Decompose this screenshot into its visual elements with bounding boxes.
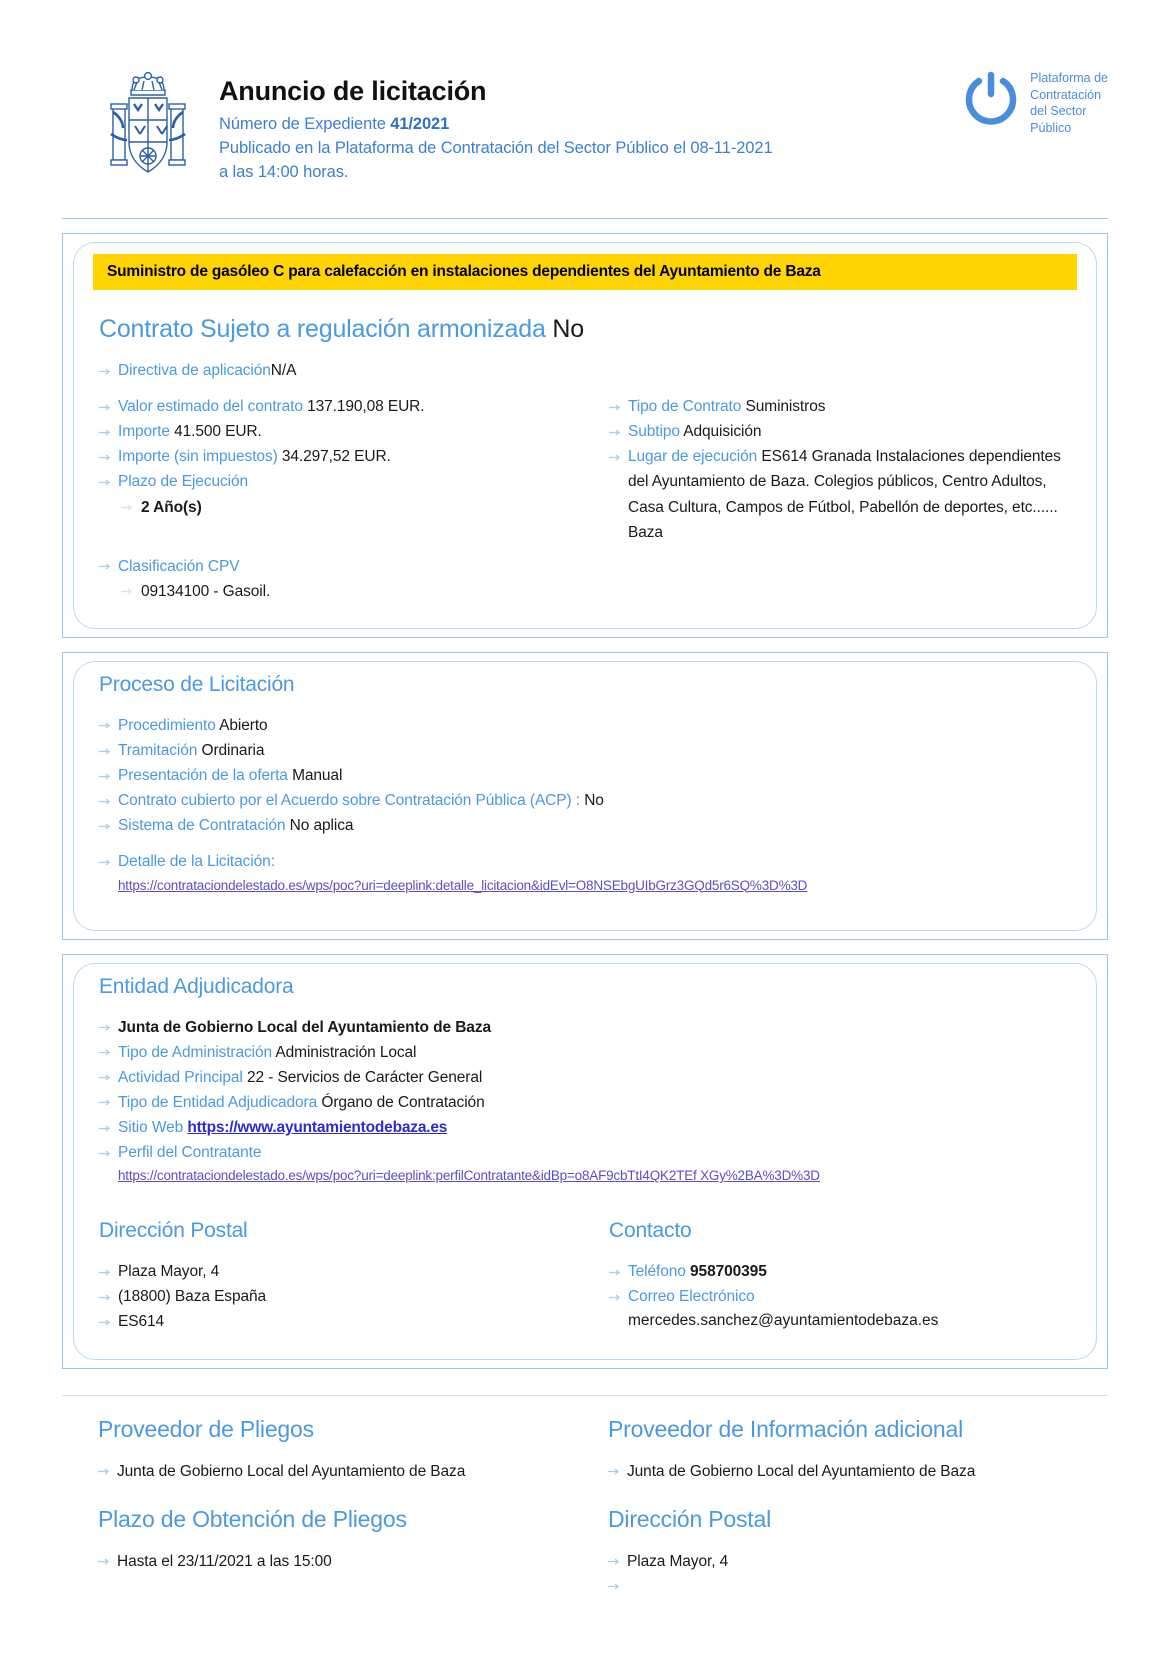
bullet-arrow-icon bbox=[99, 823, 112, 830]
bullet-arrow-icon bbox=[99, 479, 112, 486]
expedient-value: 41/2021 bbox=[390, 115, 450, 134]
row-processing bbox=[99, 738, 1071, 763]
amount-no-tax-value: 34.297,52 EUR. bbox=[281, 448, 391, 466]
bullet-arrow-icon bbox=[608, 1468, 621, 1475]
spain-coat-of-arms-icon bbox=[105, 68, 191, 198]
row-amount bbox=[99, 419, 599, 444]
row-contracting-system bbox=[99, 813, 1071, 838]
bullet-arrow-icon bbox=[99, 1150, 112, 1157]
row-email-label bbox=[609, 1284, 1071, 1309]
document-header bbox=[0, 0, 1170, 198]
brand-line-4: Público bbox=[1030, 120, 1072, 135]
providers-section bbox=[62, 1395, 1108, 1574]
bullet-arrow-icon bbox=[99, 1319, 112, 1326]
contractor-profile-link[interactable]: https://contrataciondelestado.es/wps/poc?uri=deeplink:perfilContratante&idBp=o8AF9cbTtI4QK2TEf XGy%2BA%3D%3D bbox=[118, 1168, 820, 1184]
bullet-arrow-icon bbox=[99, 722, 112, 729]
amount-label: Importe bbox=[118, 423, 170, 441]
contract-type-value: Suministros bbox=[745, 398, 826, 416]
power-button-logo-icon bbox=[962, 70, 1020, 128]
info-provider-title: Proveedor de Información adicional bbox=[608, 1415, 964, 1442]
row-info-provider-name bbox=[608, 1459, 1072, 1484]
bullet-arrow-icon bbox=[608, 1583, 621, 1590]
admin-type-label: Tipo de Administración bbox=[118, 1043, 273, 1061]
execution-term-label: Plazo de Ejecución bbox=[118, 473, 249, 491]
contact-title: Contacto bbox=[609, 1219, 692, 1243]
entity-type-label: Tipo de Entidad Adjudicadora bbox=[118, 1093, 318, 1111]
row-info-address-line-1 bbox=[608, 1549, 1072, 1574]
info-provider-name: Junta de Gobierno Local del Ayuntamiento de Baza bbox=[627, 1462, 976, 1480]
brand-line-1: Plataforma de bbox=[1030, 71, 1108, 85]
bullet-arrow-icon bbox=[99, 1099, 112, 1106]
execution-place-label: Lugar de ejecución bbox=[628, 448, 758, 466]
row-address-line-2 bbox=[99, 1284, 599, 1309]
admin-type-value: Administración Local bbox=[275, 1043, 417, 1061]
brand-text bbox=[1030, 70, 1108, 137]
bullet-arrow-icon bbox=[99, 404, 112, 411]
row-execution-place bbox=[609, 444, 1071, 544]
contract-panel bbox=[62, 233, 1108, 638]
processing-label: Tramitación bbox=[118, 741, 198, 759]
pliegos-provider-name: Junta de Gobierno Local del Ayuntamiento de Baza bbox=[117, 1462, 466, 1480]
email-label: Correo Electrónico bbox=[628, 1288, 755, 1306]
contract-columns bbox=[99, 394, 1071, 604]
published-line-1: Publicado en la Plataforma de Contratación del Sector Público el 08-11-2021 bbox=[219, 138, 773, 157]
row-tender-detail bbox=[99, 849, 1071, 874]
info-provider-block bbox=[598, 1416, 1072, 1574]
info-address-line-1: Plaza Mayor, 4 bbox=[627, 1552, 729, 1570]
providers-columns bbox=[62, 1396, 1108, 1574]
bullet-arrow-icon bbox=[99, 368, 112, 375]
contract-type-label: Tipo de Contrato bbox=[628, 398, 742, 416]
row-address-line-1 bbox=[99, 1259, 599, 1284]
bullet-arrow-icon bbox=[99, 1269, 112, 1276]
bullet-arrow-icon bbox=[99, 454, 112, 461]
bullet-arrow-icon bbox=[99, 563, 112, 570]
row-main-activity bbox=[99, 1065, 1071, 1090]
contract-subtype-label: Subtipo bbox=[628, 423, 680, 441]
entity-name: Junta de Gobierno Local del Ayuntamiento de Baza bbox=[118, 1018, 491, 1036]
procedure-value: Abierto bbox=[219, 716, 268, 734]
bullet-arrow-icon bbox=[99, 1074, 112, 1081]
website-label: Sitio Web bbox=[118, 1118, 184, 1136]
contract-left-column bbox=[99, 394, 599, 604]
bullet-arrow-icon bbox=[99, 1049, 112, 1056]
row-amount-no-tax bbox=[99, 444, 599, 469]
main-activity-label: Actividad Principal bbox=[118, 1068, 243, 1086]
brand-line-3: del Sector bbox=[1030, 104, 1087, 119]
bullet-arrow-icon bbox=[609, 1269, 622, 1276]
postal-address-block bbox=[99, 1219, 599, 1334]
row-contractor-profile bbox=[99, 1140, 1071, 1165]
email-value-row bbox=[609, 1309, 1071, 1334]
row-submission bbox=[99, 763, 1071, 788]
procedure-label: Procedimiento bbox=[118, 716, 216, 734]
bullet-arrow-icon bbox=[99, 773, 112, 780]
row-cpv bbox=[99, 554, 599, 579]
pliegos-deadline-value: Hasta el 23/11/2021 a las 15:00 bbox=[117, 1552, 332, 1570]
tender-detail-url-row bbox=[99, 877, 1071, 895]
phone-value: 958700395 bbox=[690, 1263, 767, 1281]
row-address-line-3 bbox=[99, 1309, 599, 1334]
row-contract-type bbox=[609, 394, 1071, 419]
bullet-arrow-icon bbox=[99, 859, 112, 866]
email-value: mercedes.sanchez@ayuntamientodebaza.es bbox=[628, 1312, 939, 1330]
row-cpv-value bbox=[99, 579, 599, 604]
amount-value: 41.500 EUR. bbox=[174, 423, 262, 441]
row-admin-type bbox=[99, 1040, 1071, 1065]
entity-type-value: Órgano de Contratación bbox=[321, 1093, 485, 1111]
acp-label: Contrato cubierto por el Acuerdo sobre Contratación Pública (ACP) : bbox=[118, 792, 580, 810]
address-line-3: ES614 bbox=[118, 1313, 165, 1331]
execution-place-value: ES614 Granada Instalaciones dependientes del Ayuntamiento de Baza. Colegios públicos, Centro Adultos, Casa Cultura, Campos de Fútbol, Pabellón de deportes, etc...... Baza bbox=[628, 448, 1061, 541]
published-line-2: a las 14:00 horas. bbox=[219, 162, 349, 181]
acp-value: No bbox=[584, 792, 604, 810]
row-execution-term-value bbox=[99, 495, 599, 520]
execution-term-value: 2 Año(s) bbox=[141, 498, 202, 516]
bullet-arrow-icon bbox=[99, 1024, 112, 1031]
bullet-arrow-icon bbox=[609, 1294, 622, 1301]
header-text-block bbox=[191, 62, 962, 185]
info-address-title: Dirección Postal bbox=[608, 1505, 771, 1532]
pliegos-deadline-title: Plazo de Obtención de Pliegos bbox=[98, 1505, 407, 1532]
cpv-value: 09134100 - Gasoil. bbox=[141, 582, 271, 600]
submission-value: Manual bbox=[292, 767, 343, 785]
row-pliegos-deadline bbox=[98, 1549, 598, 1574]
tender-detail-label: Detalle de la Licitación: bbox=[118, 853, 275, 871]
bullet-arrow-icon bbox=[609, 454, 622, 461]
row-phone bbox=[609, 1259, 1071, 1284]
expedient-label: Número de Expediente bbox=[219, 115, 386, 134]
row-execution-term bbox=[99, 469, 599, 494]
pliegos-provider-block bbox=[98, 1416, 598, 1574]
brand-line-2: Contratación bbox=[1030, 87, 1102, 102]
process-section-title: Proceso de Licitación bbox=[99, 672, 295, 696]
process-panel bbox=[62, 652, 1108, 940]
directive-label: Directiva de aplicación bbox=[118, 362, 271, 379]
bullet-arrow-icon bbox=[99, 748, 112, 755]
bullet-arrow-icon bbox=[608, 1558, 621, 1565]
address-line-2: (18800) Baza España bbox=[118, 1288, 267, 1306]
header-divider bbox=[62, 218, 1108, 219]
platform-brand bbox=[962, 62, 1108, 137]
contractor-profile-label: Perfil del Contratante bbox=[118, 1144, 262, 1162]
contract-section-title bbox=[99, 314, 1071, 344]
address-line-1: Plaza Mayor, 4 bbox=[118, 1263, 220, 1281]
row-directive bbox=[99, 358, 1071, 383]
bullet-arrow-icon bbox=[98, 1468, 111, 1475]
contract-subtype-value: Adquisición bbox=[683, 423, 762, 441]
cpv-label: Clasificación CPV bbox=[118, 557, 240, 575]
bullet-arrow-icon bbox=[609, 404, 622, 411]
contract-regulation-label: Contrato Sujeto a regulación armonizada bbox=[99, 315, 546, 343]
bullet-arrow-icon bbox=[121, 504, 134, 511]
row-contract-subtype bbox=[609, 419, 1071, 444]
contracting-system-value: No aplica bbox=[289, 817, 354, 835]
submission-label: Presentación de la oferta bbox=[118, 767, 288, 785]
contractor-profile-url-row bbox=[99, 1167, 1071, 1185]
row-procedure bbox=[99, 713, 1071, 738]
row-acp bbox=[99, 788, 1071, 813]
main-activity-value: 22 - Servicios de Carácter General bbox=[246, 1068, 483, 1086]
website-link[interactable]: https://www.ayuntamientodebaza.es bbox=[187, 1118, 448, 1136]
contract-title-banner: Suministro de gasóleo C para calefacción en instalaciones dependientes del Ayuntamiento de Baza bbox=[93, 254, 1077, 290]
bullet-arrow-icon bbox=[99, 1294, 112, 1301]
entity-section-title: Entidad Adjudicadora bbox=[99, 974, 294, 998]
bullet-arrow-icon bbox=[99, 798, 112, 805]
estimated-value-label: Valor estimado del contrato bbox=[118, 398, 303, 416]
entity-contact-columns bbox=[99, 1219, 1071, 1334]
entity-panel bbox=[62, 954, 1108, 1369]
contract-regulation-value: No bbox=[552, 315, 584, 343]
expedient-line bbox=[219, 113, 962, 137]
directive-value: N/A bbox=[270, 362, 297, 379]
amount-no-tax-label: Importe (sin impuestos) bbox=[118, 448, 278, 466]
page-title: Anuncio de licitación bbox=[219, 76, 487, 106]
contact-block bbox=[599, 1219, 1071, 1334]
bullet-arrow-icon bbox=[121, 588, 134, 595]
row-entity-type bbox=[99, 1090, 1071, 1115]
row-pliegos-provider-name bbox=[98, 1459, 598, 1484]
bullet-arrow-icon bbox=[99, 429, 112, 436]
tender-detail-link[interactable]: https://contrataciondelestado.es/wps/poc?uri=deeplink:detalle_licitacion&idEvl=O8NSEbgUIbGrz3GQd5r6SQ%3D%3D bbox=[118, 877, 808, 893]
estimated-value-amount: 137.190,08 EUR. bbox=[307, 398, 425, 416]
postal-address-title: Dirección Postal bbox=[99, 1219, 248, 1243]
row-website bbox=[99, 1115, 1071, 1140]
phone-label: Teléfono bbox=[628, 1263, 686, 1281]
bullet-arrow-icon bbox=[609, 429, 622, 436]
bullet-arrow-icon bbox=[99, 1125, 112, 1132]
processing-value: Ordinaria bbox=[201, 741, 265, 759]
row-entity-name bbox=[99, 1015, 1071, 1040]
contracting-system-label: Sistema de Contratación bbox=[118, 817, 286, 835]
pliegos-provider-title: Proveedor de Pliegos bbox=[98, 1415, 314, 1442]
contract-right-column bbox=[599, 394, 1071, 545]
bullet-arrow-icon bbox=[98, 1558, 111, 1565]
row-estimated-value bbox=[99, 394, 599, 419]
